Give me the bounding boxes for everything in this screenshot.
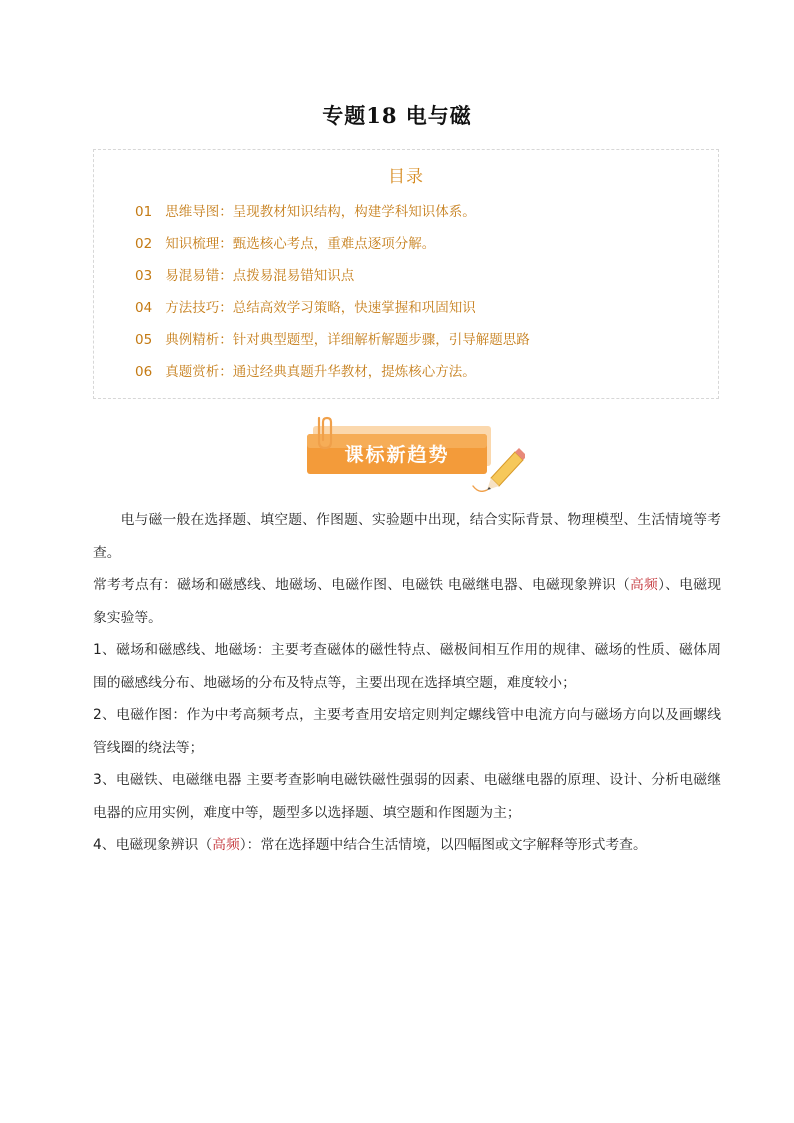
body-text [93,504,721,862]
intro-paragraph: 电与磁一般在选择题、填空题、作图题、实验题中出现，结合实际背景、物理模型、生活情境等考查。 [93,512,721,561]
toc-item[interactable] [135,360,530,392]
toc-item-number: 04 [135,300,153,316]
toc-item-text: 真题赏析：通过经典真题升华教材，提炼核心方法。 [165,364,476,380]
toc-item-number: 03 [135,268,153,284]
point-4-paragraph [93,829,721,862]
toc-heading: 目录 [388,167,424,187]
toc-item-text: 方法技巧：总结高效学习策略，快速掌握和巩固知识 [165,300,476,316]
toc-item-number: 02 [135,236,153,252]
toc-item-text: 典例精析：针对典型题型，详细解析解题步骤，引导解题思路 [165,332,530,348]
toc-item[interactable] [135,328,530,360]
exam-points-text-end: ）、电磁现象实验等。 [93,577,722,626]
point-2-paragraph: 2、电磁作图：作为中考高频考点，主要考查用安培定则判定螺线管中电流方向与磁场方向以及画螺线管线圈的绕法等； [93,707,721,756]
high-frequency-tag: 高频 [212,837,240,853]
toc-item-number: 05 [135,332,153,348]
toc-item-text: 思维导图：呈现教材知识结构，构建学科知识体系。 [165,204,476,220]
point-1-paragraph: 1、磁场和磁感线、地磁场：主要考查磁体的磁性特点、磁极间相互作用的规律、磁场的性质、磁体周围的磁感线分布、地磁场的分布及特点等，主要出现在选择填空题，难度较小； [93,642,721,691]
toc-item-text: 易混易错：点拨易混易错知识点 [165,268,355,284]
toc-item[interactable] [135,296,530,328]
toc-box [93,149,719,399]
banner-label: 课标新趋势 [344,444,450,466]
section-banner [303,416,525,492]
toc-item-number: 06 [135,364,153,380]
toc-item[interactable] [135,264,530,296]
page-title: 专题18 电与磁 [322,103,472,128]
point-3-paragraph: 3、电磁铁、电磁继电器 主要考查影响电磁铁磁性强弱的因素、电磁继电器的原理、设计、分析电磁继电器的应用实例，难度中等，题型多以选择题、填空题和作图题为主； [93,772,721,821]
toc-item-number: 01 [135,204,153,220]
high-frequency-tag: 高频 [630,577,659,593]
exam-points-paragraph [93,569,721,634]
point-4-text: 4、电磁现象辨识（ [93,837,213,853]
exam-points-text: 常考考点有：磁场和磁感线、地磁场、电磁作图、电磁铁 电磁继电器、电磁现象辨识（ [93,577,631,593]
toc-list [135,200,530,392]
point-4-text-end: ）：常在选择题中结合生活情境，以四幅图或文字解释等形式考查。 [239,837,647,853]
toc-item-text: 知识梳理：甄选核心考点，重难点逐项分解。 [165,236,436,252]
toc-item[interactable] [135,232,530,264]
toc-item[interactable] [135,200,530,232]
